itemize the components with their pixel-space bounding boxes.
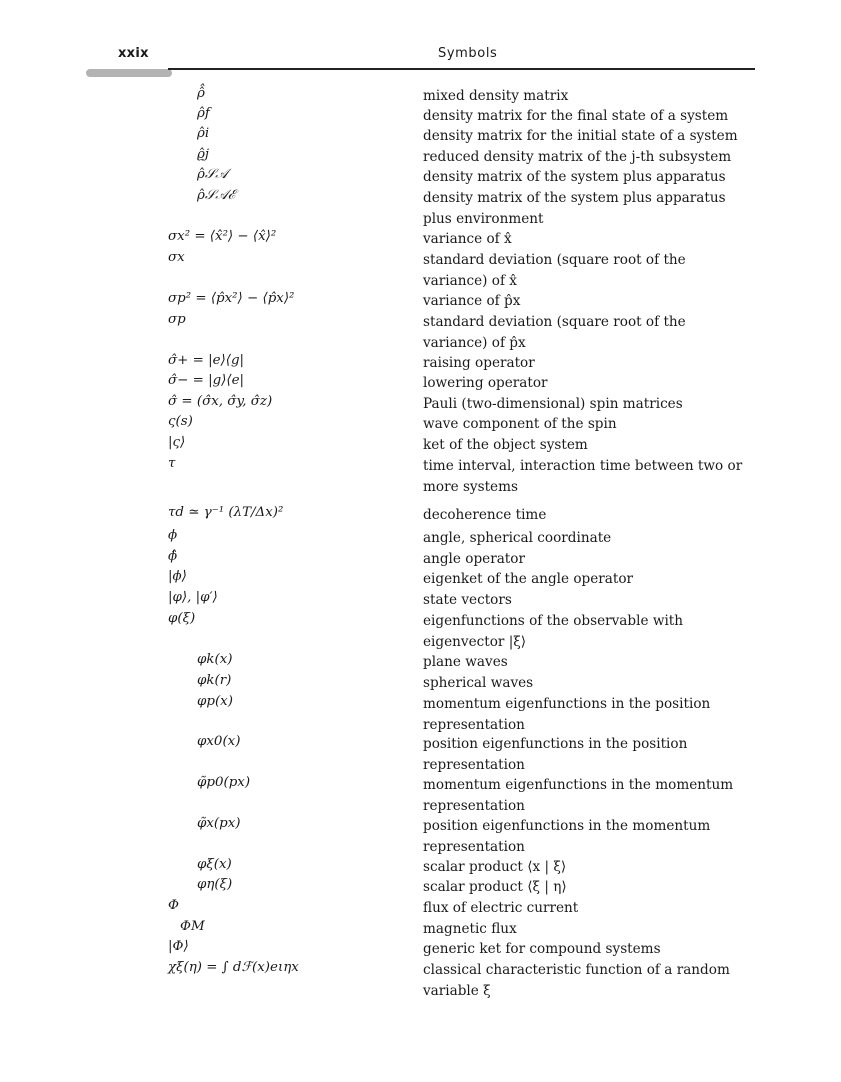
symbol-notation: σ̂ = (σ̂x, σ̂y, σ̂z) — [168, 394, 273, 409]
symbol-description: eigenfunctions of the observable with eigenvector |ξ⟩ — [423, 613, 684, 650]
symbol-description: flux of electric current — [423, 900, 579, 916]
symbol-description: momentum eigenfunctions in the momentum representation — [423, 777, 734, 814]
symbol-description: wave component of the spin — [423, 416, 617, 432]
symbol-description: density matrix for the initial state of a system — [423, 128, 738, 144]
symbol-entry — [0, 229, 841, 250]
symbol-description: magnetic flux — [423, 921, 517, 937]
symbol-description: eigenket of the angle operator — [423, 571, 634, 587]
symbol-description: Pauli (two-dimensional) spin matrices — [423, 396, 683, 412]
symbol-description: density matrix for the final state of a system — [423, 108, 729, 124]
symbol-entry — [0, 167, 841, 188]
symbol-notation: |ϕ⟩ — [168, 569, 187, 584]
symbol-notation: φ̃x(px) — [197, 816, 241, 831]
symbol-entry — [0, 312, 841, 353]
symbol-notation: ρ̂𝒮𝒜ℰ — [197, 188, 236, 203]
symbol-description: spherical waves — [423, 675, 534, 691]
symbol-notation: φk(x) — [197, 652, 233, 667]
symbol-description: reduced density matrix of the j-th subsystem — [423, 149, 732, 165]
margin-tab-bar — [86, 69, 172, 77]
symbol-entry — [0, 590, 841, 611]
symbol-entry — [0, 857, 841, 878]
symbol-entry — [0, 505, 841, 526]
symbol-description: raising operator — [423, 355, 535, 371]
symbol-notation: ρ̂i — [197, 126, 210, 141]
symbol-description: classical characteristic function of a random variable ξ — [423, 962, 730, 999]
symbol-entry — [0, 188, 841, 229]
symbol-notation: φ̃p0(px) — [197, 775, 251, 790]
symbol-entry — [0, 373, 841, 394]
symbol-notation: σp — [168, 312, 186, 327]
symbol-description: variance of p̂x — [423, 293, 521, 309]
symbol-entry — [0, 250, 841, 291]
symbol-entry — [0, 353, 841, 374]
symbol-notation: ρ̂̂ — [197, 86, 205, 101]
symbol-entry — [0, 126, 841, 147]
symbol-entry — [0, 456, 841, 497]
symbol-entry — [0, 549, 841, 570]
symbol-entry — [0, 86, 841, 107]
symbol-entry — [0, 816, 841, 857]
symbol-entry — [0, 394, 841, 415]
symbol-description: plane waves — [423, 654, 508, 670]
symbol-description: standard deviation (square root of the variance) of p̂x — [423, 314, 686, 351]
symbol-entry — [0, 775, 841, 816]
symbol-notation: σx² = ⟨x̂²⟩ − ⟨x̂⟩² — [168, 229, 277, 244]
symbol-notation: ρ̂𝒮𝒜 — [197, 167, 228, 182]
symbol-description: density matrix of the system plus apparatus — [423, 169, 726, 185]
symbol-entry — [0, 414, 841, 435]
symbol-description: scalar product ⟨ξ | η⟩ — [423, 879, 567, 895]
symbol-entry — [0, 147, 841, 168]
symbol-notation: σx — [168, 250, 185, 265]
symbol-notation: φp(x) — [197, 694, 233, 709]
symbol-entry — [0, 435, 841, 456]
symbol-entry — [0, 106, 841, 127]
symbol-notation: ϕ̂ — [168, 549, 178, 564]
symbol-entry — [0, 569, 841, 590]
symbol-description: scalar product ⟨x | ξ⟩ — [423, 859, 567, 875]
symbol-description: angle, spherical coordinate — [423, 530, 612, 546]
symbol-notation: |ς⟩ — [168, 435, 186, 450]
symbol-description: ket of the object system — [423, 437, 588, 453]
symbol-description: standard deviation (square root of the variance) of x̂ — [423, 252, 686, 289]
symbol-description: variance of x̂ — [423, 231, 512, 247]
symbol-notation: Φ — [168, 898, 179, 913]
symbol-description: decoherence time — [423, 507, 547, 523]
symbol-description: mixed density matrix — [423, 88, 569, 104]
symbol-notation: σ̂− = |g⟩⟨e| — [168, 373, 245, 388]
symbol-notation: τd ≃ γ⁻¹ (λT/Δx)² — [168, 505, 284, 520]
symbol-entry — [0, 960, 841, 1001]
symbol-notation: ϕ — [168, 528, 178, 543]
symbol-entry — [0, 734, 841, 775]
symbol-notation: φx0(x) — [197, 734, 241, 749]
symbol-entry — [0, 528, 841, 549]
symbol-notation: φξ(x) — [197, 857, 232, 872]
symbol-description: density matrix of the system plus apparatus plus environment — [423, 190, 726, 227]
symbol-notation: φk(r) — [197, 673, 232, 688]
symbol-notation: χξ(η) = ∫ dℱ(x)eιηx — [168, 960, 299, 975]
symbol-description: angle operator — [423, 551, 525, 567]
symbol-notation: |φ⟩, |φ′⟩ — [168, 590, 218, 605]
running-title: Symbols — [438, 46, 498, 61]
symbol-notation: φη(ξ) — [197, 877, 233, 892]
symbol-notation: ϱ̂j — [197, 147, 210, 162]
symbol-description: state vectors — [423, 592, 512, 608]
symbol-entry — [0, 919, 841, 940]
page-number: xxix — [118, 46, 149, 61]
symbol-entry — [0, 673, 841, 694]
symbol-entry — [0, 939, 841, 960]
symbol-entry — [0, 877, 841, 898]
symbol-notation: ρ̂f — [197, 106, 210, 121]
symbol-entry — [0, 652, 841, 673]
symbol-entry — [0, 291, 841, 312]
symbol-description: time interval, interaction time between two or more systems — [423, 458, 743, 495]
symbol-description: position eigenfunctions in the momentum representation — [423, 818, 711, 855]
symbol-notation: |Φ⟩ — [168, 939, 189, 954]
symbol-entry — [0, 898, 841, 919]
symbol-description: lowering operator — [423, 375, 548, 391]
symbol-entry — [0, 694, 841, 735]
symbol-notation: σp² = ⟨p̂x²⟩ − ⟨p̂x⟩² — [168, 291, 295, 306]
header-rule — [168, 68, 755, 70]
symbol-description: position eigenfunctions in the position representation — [423, 736, 688, 773]
symbol-notation: ΦM — [180, 919, 205, 934]
symbol-notation: σ̂+ = |e⟩⟨g| — [168, 353, 245, 368]
symbol-notation: φ(ξ) — [168, 611, 196, 626]
symbol-notation: ς(s) — [168, 414, 193, 429]
symbol-description: momentum eigenfunctions in the position representation — [423, 696, 711, 733]
symbol-notation: τ — [168, 456, 176, 471]
symbol-description: generic ket for compound systems — [423, 941, 661, 957]
symbol-entry — [0, 611, 841, 652]
